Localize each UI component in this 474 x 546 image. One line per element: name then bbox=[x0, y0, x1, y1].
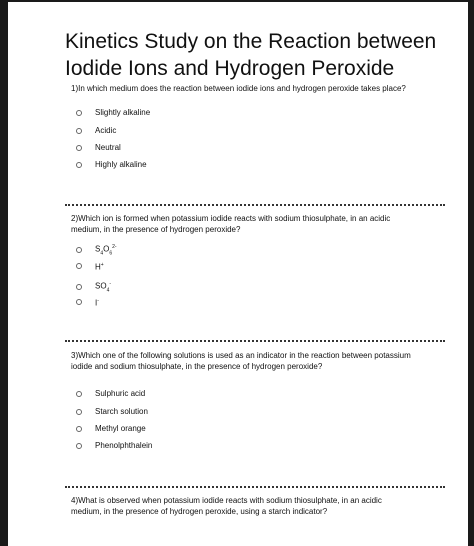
q3-option-4[interactable] bbox=[76, 441, 152, 451]
option-label: Starch solution bbox=[95, 407, 148, 416]
radio-icon[interactable] bbox=[76, 426, 82, 432]
radio-icon[interactable] bbox=[76, 284, 82, 290]
question-4-text: 4)What is observed when potassium iodide reacts with sodium thiosulphate, in an acidic medium, in the presence of hydrogen peroxide, using a starch indicator? bbox=[71, 496, 382, 516]
q1-option-4[interactable] bbox=[76, 160, 147, 170]
option-label: $S_4O_6^{2-}$ bbox=[95, 244, 117, 257]
q2-option-1[interactable] bbox=[76, 242, 117, 258]
q3-option-3[interactable] bbox=[76, 424, 146, 434]
q1-option-2[interactable] bbox=[76, 126, 116, 136]
q1-option-1[interactable] bbox=[76, 108, 150, 118]
question-1-text: 1)In which medium does the reaction between iodide ions and hydrogen peroxide takes place? bbox=[71, 84, 406, 93]
section-divider bbox=[65, 486, 445, 488]
section-divider bbox=[65, 340, 445, 342]
radio-icon[interactable] bbox=[76, 263, 82, 269]
option-label: H+ bbox=[95, 262, 104, 272]
option-label: Phenolphthalein bbox=[95, 441, 153, 450]
option-label: I- bbox=[95, 298, 99, 308]
option-label: Sulphuric acid bbox=[95, 389, 146, 398]
option-label: $SO_4^-$ bbox=[95, 281, 112, 294]
radio-icon[interactable] bbox=[76, 247, 82, 253]
quiz-page bbox=[8, 2, 468, 546]
option-label: Neutral bbox=[95, 143, 121, 152]
q2-option-2[interactable] bbox=[76, 260, 104, 273]
q2-option-3[interactable] bbox=[76, 279, 111, 295]
q3-option-2[interactable] bbox=[76, 407, 148, 417]
question-2-text: 2)Which ion is formed when potassium iodide reacts with sodium thiosulphate, in an acidic medium, in the presence of hydrogen peroxide? bbox=[71, 214, 391, 234]
q3-option-1[interactable] bbox=[76, 389, 145, 399]
radio-icon[interactable] bbox=[76, 409, 82, 415]
radio-icon[interactable] bbox=[76, 162, 82, 168]
page-title: Kinetics Study on the Reaction between Iodide Ions and Hydrogen Peroxide bbox=[65, 30, 437, 80]
radio-icon[interactable] bbox=[76, 128, 82, 134]
radio-icon[interactable] bbox=[76, 299, 82, 305]
radio-icon[interactable] bbox=[76, 443, 82, 449]
option-label: Acidic bbox=[95, 126, 117, 135]
q1-option-3[interactable] bbox=[76, 143, 121, 153]
radio-icon[interactable] bbox=[76, 110, 82, 116]
section-divider bbox=[65, 204, 445, 206]
question-3-text: 3)Which one of the following solutions is used as an indicator in the reaction between potassium iodide and sodium thiosulphate, in the presence of hydrogen peroxide? bbox=[71, 351, 411, 371]
option-label: Slightly alkaline bbox=[95, 108, 151, 117]
radio-icon[interactable] bbox=[76, 391, 82, 397]
q2-option-4[interactable] bbox=[76, 296, 99, 309]
option-label: Highly alkaline bbox=[95, 160, 147, 169]
radio-icon[interactable] bbox=[76, 145, 82, 151]
option-label: Methyl orange bbox=[95, 424, 146, 433]
